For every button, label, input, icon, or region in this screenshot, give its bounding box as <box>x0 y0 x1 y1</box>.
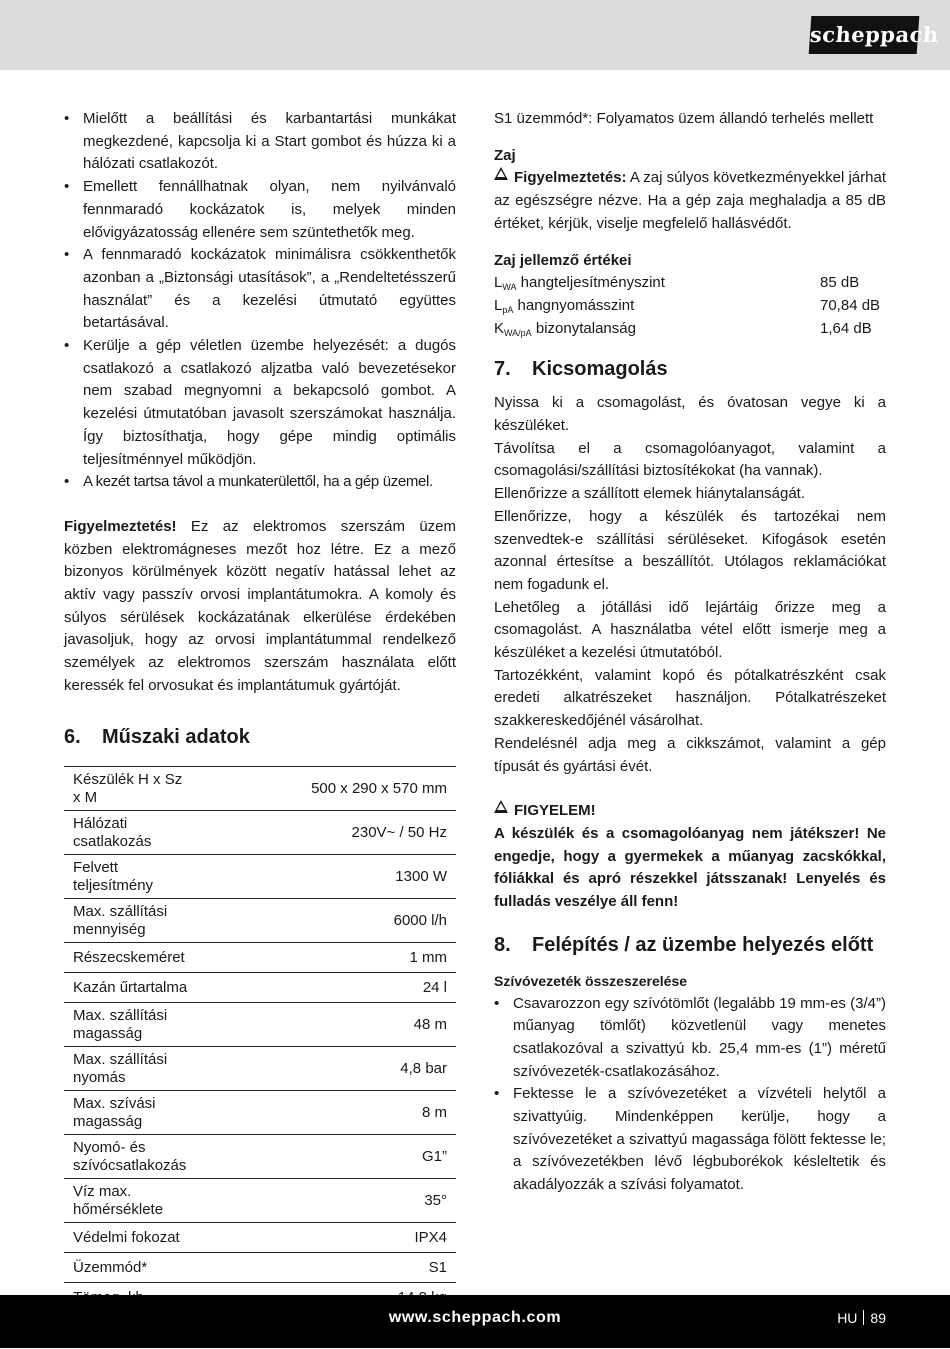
noise-parameter <box>494 272 820 295</box>
table-row <box>494 318 886 341</box>
divider <box>863 1310 864 1325</box>
paragraph: Nyissa ki a csomagolást, és óvatosan vegye ki a készüléket. <box>494 394 886 435</box>
table-row <box>494 295 886 318</box>
list-item: • Fektesse le a szívóvezetéket a vízvételi helytől a szivattyúig. Mindenképpen kerülje, hogy a szívóvezetéket a szivattyú magassága fölött fektesse le; a szívóvezetékben lévő légbuborékok késleltetik és akadályozzák a szívási folyamatot. <box>494 1083 886 1197</box>
left-column <box>64 108 456 1349</box>
table-row <box>64 810 456 854</box>
table-row <box>64 1178 456 1222</box>
paragraph: Tartozékként, valamint kopó és pótalkatrészként csak eredeti alkatrészeket használjon. Pótalkatrészeket szakkereskedőjénél vásárolhat. <box>494 666 886 730</box>
list-item: • Csavarozzon egy szívótömlőt (legalább 19 mm-es (3/4”) műanyag tömlőt) közvetlenül vagy menetes csatlakozóval a szivattyú kb. 25,4 mm-es (1”) méretű szívóvezeték-csatlakozásához. <box>494 993 886 1084</box>
spec-label: Védelmi fokozat <box>64 1222 202 1252</box>
spec-value: 1 mm <box>202 942 456 972</box>
table-row <box>64 1134 456 1178</box>
list-item: • Kerülje a gép véletlen üzembe helyezését: a dugós csatlakozó a csatlakozó aljzatba való bevezetésekor nem szabad megnyomni a bekapcsoló gombot. A kezelési útmutatóban javasolt szerszámokat használja. Így biztosíthatja, hogy gépe mindig optimális teljesítménnyel működjön. <box>64 335 456 471</box>
spec-value: 1300 W <box>202 854 456 898</box>
table-row <box>64 1252 456 1282</box>
header-band <box>0 0 950 70</box>
noise-parameter <box>494 295 820 318</box>
symbol: L <box>494 274 503 292</box>
attention-text: A készülék és a csomagolóanyag nem játékszer! Ne engedje, hogy a gyermekek a műanyag zacskókkal, fóliákkal és apró részekkel játsszanak! Lenyelés és fulladás veszélye áll fenn! <box>494 824 886 911</box>
section-title: Kicsomagolás <box>532 358 668 381</box>
spec-value: 6000 l/h <box>202 898 456 942</box>
spec-value: 230V~ / 50 Hz <box>202 810 456 854</box>
spec-label: Víz max. hőmérséklete <box>64 1178 202 1222</box>
warning-triangle-icon <box>494 800 508 813</box>
technical-data-table <box>64 766 456 1313</box>
list-item: • Mielőtt a beállítási és karbantartási munkákat megkezdené, kapcsolja ki a Start gombot és húzza ki a hálózati csatlakozót. <box>64 108 456 176</box>
attention-label-line <box>494 800 886 823</box>
attention-label: FIGYELEM! <box>514 802 596 820</box>
section-number: 6. <box>64 725 81 748</box>
symbol: L <box>494 296 503 314</box>
footer-website: www.scheppach.com <box>388 1309 562 1326</box>
spec-label: Felvett teljesítmény <box>64 854 202 898</box>
emf-warning-paragraph <box>64 516 456 698</box>
spec-label: Max. szívási magasság <box>64 1090 202 1134</box>
page-indicator <box>837 1310 886 1326</box>
noise-warning-text: A zaj súlyos következményekkel járhat az egészségre nézve. Ha a gép zaja meghaladja a 85 dB értéket, kérjük, viselje megfelelő hallásvédőt. <box>494 169 886 232</box>
spec-value: G1” <box>202 1134 456 1178</box>
scheppach-logo: scheppach <box>809 16 920 54</box>
list-item: • Emellett fennállhatnak olyan, nem nyilvánvaló fennmaradó kockázatok is, melyek minden elővigyázatosság ellenére sem szüntethetők meg. <box>64 176 456 244</box>
section-8-heading <box>494 932 886 958</box>
spec-value: 4,8 bar <box>202 1046 456 1090</box>
noise-heading: Zaj <box>494 146 516 164</box>
section-title: Felépítés / az üzembe helyezés előtt <box>532 933 874 956</box>
table-row <box>64 1222 456 1252</box>
table-row <box>64 1090 456 1134</box>
list-item: • A kezét tartsa távol a munkaterülettől, ha a gép üzemel. <box>64 471 456 494</box>
assembly-heading: Szívóvezeték összeszerelése <box>494 972 688 989</box>
warning-text: Ez az elektromos szerszám üzem közben elektromágneses mezőt hoz létre. Ez a mező bizonyos körülmények között negatív hatással lehet az aktív vagy passzív orvosi implantátumokra. A komoly és súlyos sérülések kockázatának elkerülése érdekében javasoljuk, hogy az orvosi implantátummal rendelkező személyek az elektromos szerszám használata előtt keressék fel orvosukat és implantátumuk gyártóját. <box>64 517 456 694</box>
noise-warning-label: Figyelmeztetés: <box>514 169 627 187</box>
unpacking-text <box>494 392 886 778</box>
warning-triangle-icon <box>494 167 508 180</box>
spec-label: Készülék H x Sz x M <box>64 766 202 810</box>
parameter-label: bizonytalanság <box>531 319 636 337</box>
spec-value: 8 m <box>202 1090 456 1134</box>
spec-value: 48 m <box>202 1002 456 1046</box>
spec-label: Hálózati csatlakozás <box>64 810 202 854</box>
parameter-label: hangteljesítményszint <box>516 274 665 292</box>
safety-bullet-list <box>64 108 456 494</box>
noise-value: 70,84 dB <box>820 296 881 314</box>
spec-label: Részecskeméret <box>64 942 202 972</box>
warning-label: Figyelmeztetés! <box>64 517 177 535</box>
noise-value: 1,64 dB <box>820 319 872 337</box>
section-number: 8. <box>494 933 511 956</box>
page-number: 89 <box>870 1310 886 1326</box>
symbol-subscript: pA <box>502 304 514 315</box>
table-row <box>64 1046 456 1090</box>
s1-note: S1 üzemmód*: Folyamatos üzem állandó terhelés mellett <box>494 110 874 127</box>
spec-value: IPX4 <box>202 1222 456 1252</box>
section-number: 7. <box>494 358 511 381</box>
section-6-heading <box>64 724 456 750</box>
spec-value: 35° <box>202 1178 456 1222</box>
table-row <box>64 898 456 942</box>
symbol: K <box>494 319 505 337</box>
parameter-label: hangnyomásszint <box>513 296 635 314</box>
assembly-bullet-list <box>494 993 886 1197</box>
spec-label: Max. szállítási nyomás <box>64 1046 202 1090</box>
section-7-heading <box>494 356 886 382</box>
paragraph: Ellenőrizze, hogy a készülék és tartozékai nem szenvedtek-e szállítási sérüléseket. Kifogások esetén azonnal értesítse a beszállítót. Utólagos reklamációkat nem fogadunk el. <box>494 507 886 593</box>
paragraph: Lehetőleg a jótállási idő lejártáig őrizze meg a csomagolást. A használatba vétel előtt ismerje meg a készüléket a kezelési útmutatóból. <box>494 598 886 662</box>
list-item: • A fennmaradó kockázatok minimálisra csökkenthetők azonban a „Biztonsági utasítások”, a „Rendeltetésszerű használat” és a kezelési útmutató együttes betartásával. <box>64 244 456 335</box>
spec-label: Kazán űrtartalma <box>64 972 202 1002</box>
symbol-subscript: WA <box>502 282 517 293</box>
noise-parameter <box>494 318 820 341</box>
footer-band <box>0 1295 950 1348</box>
paragraph: Ellenőrizze a szállított elemek hiánytalanságát. <box>494 485 806 503</box>
noise-values-table <box>494 272 886 340</box>
spec-value: S1 <box>202 1252 456 1282</box>
paragraph: Rendelésnél adja meg a cikkszámot, valamint a gép típusát és gyártási évét. <box>494 734 886 775</box>
spec-label: Nyomó- és szívócsatlakozás <box>64 1134 202 1178</box>
spec-label: Max. szállítási mennyiség <box>64 898 202 942</box>
symbol-subscript: WA/pA <box>504 327 532 338</box>
table-row <box>64 972 456 1002</box>
language-code: HU <box>837 1310 858 1326</box>
table-row <box>64 766 456 810</box>
table-row <box>64 1002 456 1046</box>
table-row <box>494 272 886 295</box>
paragraph: Távolítsa el a csomagolóanyagot, valamint a csomagolási/szállítási biztosítékokat (ha vannak). <box>494 439 886 480</box>
noise-warning-paragraph <box>494 167 886 235</box>
section-title: Műszaki adatok <box>102 725 250 748</box>
table-row <box>64 942 456 972</box>
noise-value: 85 dB <box>820 274 860 292</box>
spec-value: 24 l <box>202 972 456 1002</box>
spec-label: Max. szállítási magasság <box>64 1002 202 1046</box>
table-row <box>64 854 456 898</box>
right-column <box>494 108 886 1197</box>
spec-value: 500 x 290 x 570 mm <box>202 766 456 810</box>
noise-values-heading: Zaj jellemző értékei <box>494 251 632 269</box>
spec-label: Üzemmód* <box>64 1252 202 1282</box>
